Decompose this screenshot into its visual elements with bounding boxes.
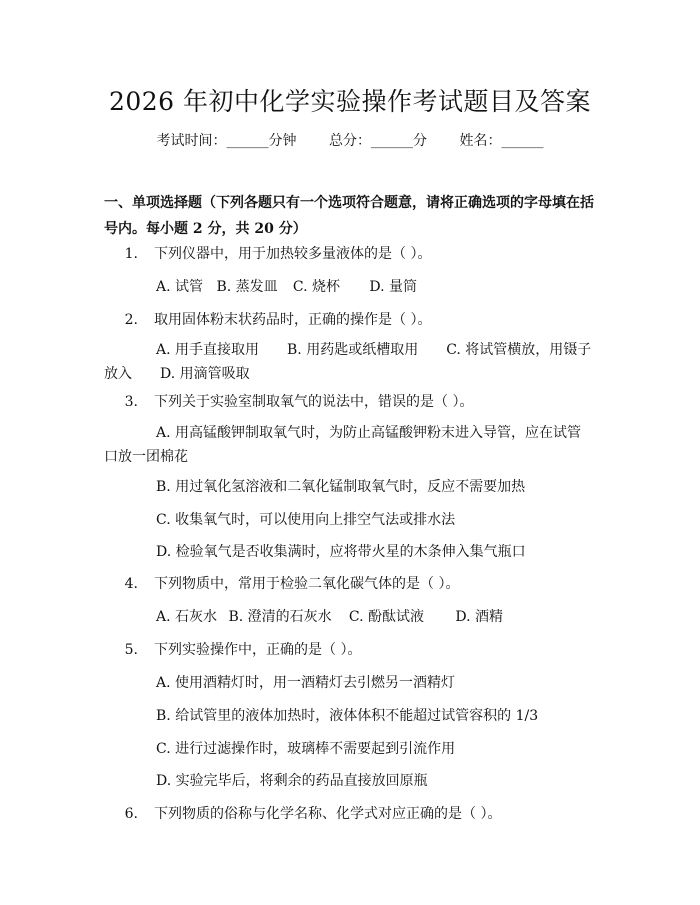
question-number: 4. xyxy=(124,576,138,592)
option-d: D. 酒精 xyxy=(455,609,503,625)
question-text: 下列实验操作中，正确的是（ ）。 xyxy=(154,642,362,658)
question-4 xyxy=(104,573,459,593)
option-c: C. 进行过滤操作时，玻璃棒不需要起到引流作用 xyxy=(156,741,456,757)
option-b: B. 给试管里的液体加热时，液体体积不能超过试管容积的 1/3 xyxy=(156,708,539,724)
question-text: 下列仪器中，用于加热较多量液体的是（ ）。 xyxy=(154,246,432,262)
option-b: B. 用过氧化氢溶液和二氧化锰制取氧气时，反应不需要加热 xyxy=(156,479,526,495)
question-number: 3. xyxy=(124,394,138,410)
total-score: 总分：______分 xyxy=(329,133,427,149)
question-4-options xyxy=(156,606,503,626)
option-d: D. 实验完毕后，将剩余的药品直接放回原瓶 xyxy=(156,773,428,789)
question-2 xyxy=(104,309,431,329)
exam-time: 考试时间：______分钟 xyxy=(156,133,297,149)
question-number: 2. xyxy=(124,312,138,328)
option-c: C. 收集氧气时，可以使用向上排空气法或排水法 xyxy=(156,512,456,528)
option-c: C. 烧杯 xyxy=(292,279,341,295)
question-number: 6. xyxy=(124,806,138,822)
option-a: A. 用高锰酸钾制取氧气时，为防止高锰酸钾粉末进入导管，应在试管口放一团棉花 xyxy=(104,425,582,465)
question-number: 5. xyxy=(124,642,138,658)
option-a: A. 使用酒精灯时，用一酒精灯去引燃另一酒精灯 xyxy=(156,675,456,691)
question-text: 下列关于实验室制取氧气的说法中，错误的是（ ）。 xyxy=(154,394,474,410)
page-title: 2026 年初中化学实验操作考试题目及答案 xyxy=(108,87,592,116)
question-text: 下列物质中，常用于检验二氧化碳气体的是（ ）。 xyxy=(154,576,460,592)
question-number: 1. xyxy=(124,246,138,262)
option-c: C. 酚酞试液 xyxy=(348,609,425,625)
option-d: D. 量筒 xyxy=(369,279,417,295)
option-b: B. 澄清的石灰水 xyxy=(228,609,332,625)
option-a: A. 试管 xyxy=(156,279,204,295)
question-5 xyxy=(104,639,361,659)
option-b: B. 蒸发皿 xyxy=(216,279,278,295)
question-text: 下列物质的俗称与化学名称、化学式对应正确的是（ ）。 xyxy=(154,806,502,822)
question-text: 取用固体粉末状药品时，正确的操作是（ ）。 xyxy=(154,312,432,328)
question-1-options xyxy=(156,276,417,296)
question-3 xyxy=(104,391,473,411)
question-1 xyxy=(104,243,431,263)
question-2-options: A. 用手直接取用 B. 用药匙或纸槽取用 C. 将试管横放，用镊子放入 D. 用滴管吸取 xyxy=(104,342,592,382)
option-d: D. 检验氧气是否收集满时，应将带火星的木条伸入集气瓶口 xyxy=(156,544,526,560)
question-6 xyxy=(104,803,501,823)
section-heading: 一、单项选择题（下列各题只有一个选项符合题意，请将正确选项的字母填在括号内。每小题 2 分，共 20 分） xyxy=(104,195,594,237)
exam-meta xyxy=(0,130,700,150)
option-a: A. 石灰水 xyxy=(156,609,218,625)
student-name: 姓名：______ xyxy=(459,133,544,149)
